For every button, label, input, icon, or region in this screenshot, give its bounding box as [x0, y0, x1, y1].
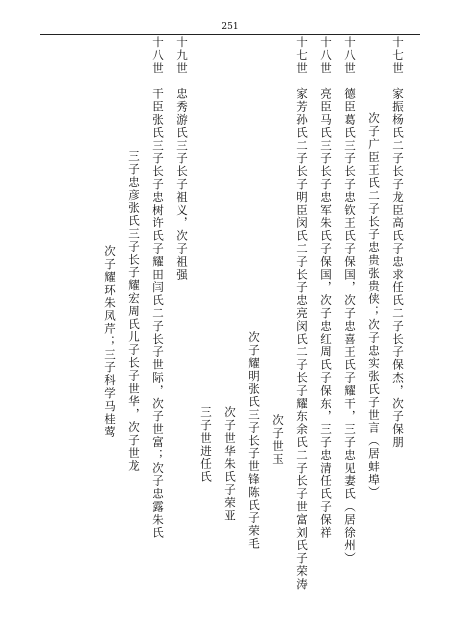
- genealogy-line: 三子世进任氏: [199, 406, 213, 484]
- genealogy-line: 十七世 家芳孙氏二子长子明臣闵氏二子长子忠亮闵氏二子长子耀东余氏二子长子世富刘氏子荣涛: [295, 36, 309, 591]
- genealogy-line: 次子耀环朱凤芹；三子科学马桂莺: [103, 245, 117, 439]
- genealogy-line: 次子世玉: [271, 414, 285, 466]
- genealogy-line: 次子耀明张氏三子长子世锋陈氏子荣毛: [247, 331, 261, 551]
- page-number: 251: [221, 22, 239, 32]
- page-header: [40, 22, 420, 35]
- genealogy-line: 十八世 亮臣马氏三子长子忠军朱氏子保国，次子忠红周氏子保东，三子忠清任氏子保祥: [319, 36, 333, 540]
- genealogy-line: 十七世 家振杨氏二子长子龙臣高氏子忠求任氏二子长子保杰，次子保朋: [391, 36, 405, 449]
- genealogy-line: 十九世 忠秀游氏三子长子祖义，次子祖强: [175, 36, 189, 282]
- genealogy-line: 次子广臣王氏二子长子忠贵张贵侠；次子忠实张氏子世言（居蚌埠）: [367, 112, 381, 499]
- genealogy-line: 十八世 干臣张氏三子长子忠树许氏子耀田闫氏二子长子世际，次子世富；次子忠露朱氏: [151, 36, 165, 540]
- genealogy-line: 次子世华朱氏子荣亚: [223, 406, 237, 523]
- genealogy-line: 三子忠彦张氏三子长子耀宏周氏儿子长子世华，次子世龙: [127, 150, 141, 473]
- genealogy-line: 十八世 德臣葛氏三子长子忠钦王氏子保国，次子忠喜王氏子耀干，三子忠见妻氏（居徐州）: [343, 36, 357, 565]
